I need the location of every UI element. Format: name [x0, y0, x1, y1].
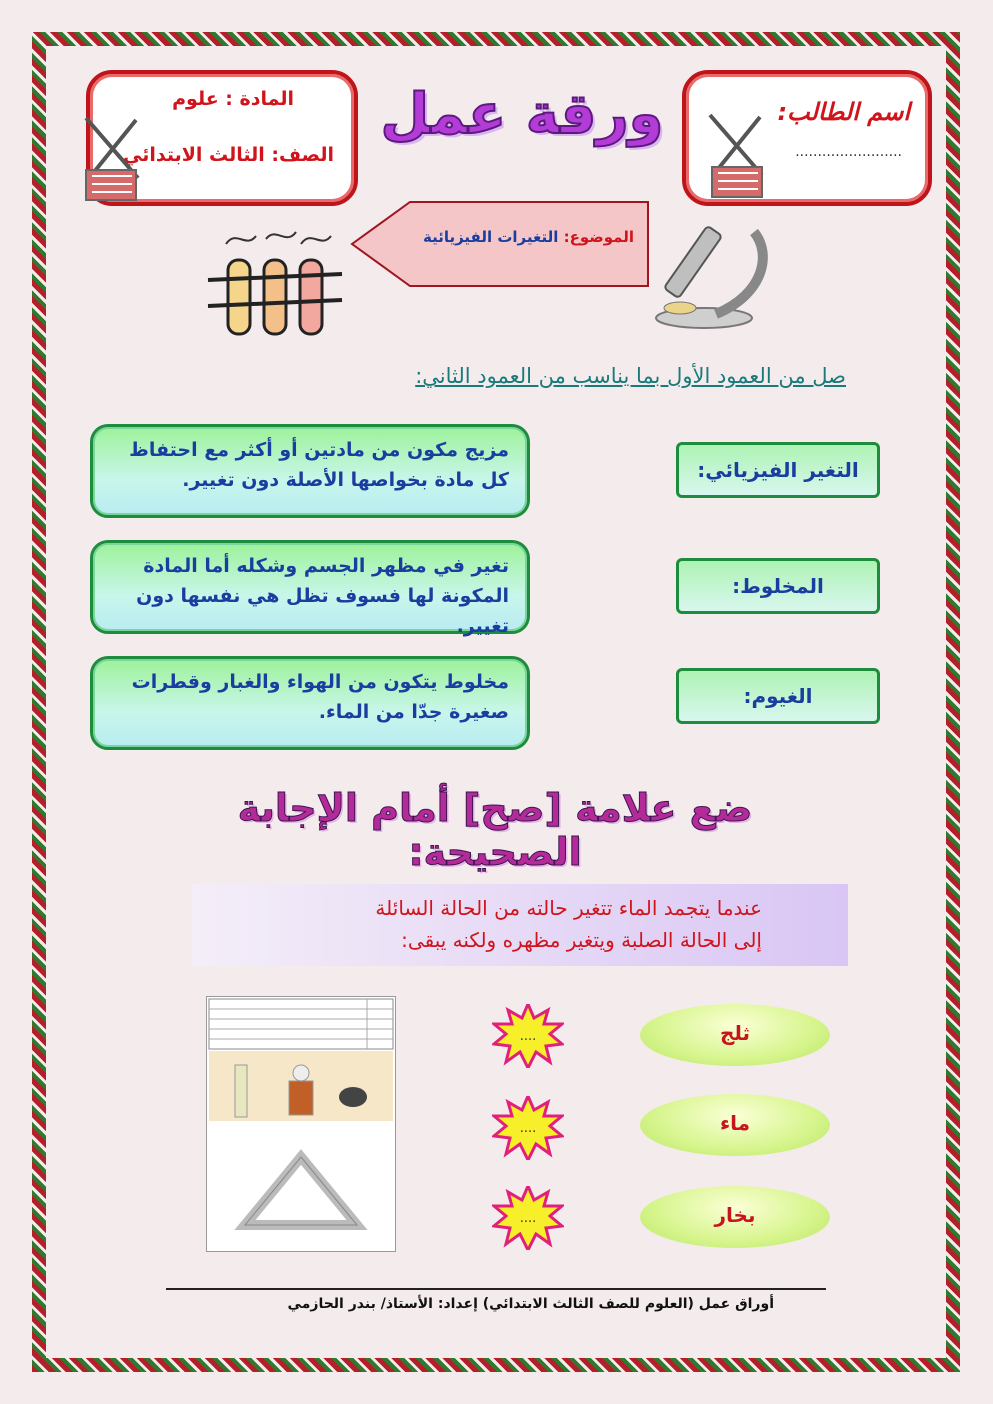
test-tubes-icon: [206, 224, 346, 344]
scissors-icon: [700, 105, 780, 205]
microscope-icon: [644, 214, 784, 334]
answer-mark[interactable]: ....: [519, 1210, 537, 1226]
footer-divider: [166, 1288, 826, 1290]
option-water[interactable]: ماء: [640, 1094, 830, 1156]
term-box[interactable]: التغير الفيزيائي:: [676, 442, 880, 498]
definition-box[interactable]: مزيج مكون من مادتين أو أكثر مع احتفاظ كل مادة بخواصها الأصلة دون تغيير.: [90, 424, 530, 518]
states-of-matter-figure: [206, 996, 396, 1252]
student-name-label: اسم الطالب:: [777, 98, 910, 126]
question-band: [192, 884, 848, 966]
topic-text: [400, 228, 634, 246]
grade-label: الصف: الثالث الابتدائي: [122, 144, 334, 166]
matching-instruction: صل من العمود الأول بما يناسب من العمود الثاني:: [415, 364, 846, 388]
check-heading: ضع علامة [صح] أمام الإجابة الصحيحة:: [237, 786, 753, 874]
subject-label: المادة : علوم: [172, 88, 294, 110]
question-line-1: عندما يتجمد الماء تتغير حالته من الحالة السائلة: [375, 896, 762, 920]
answer-mark[interactable]: ....: [519, 1120, 537, 1136]
topic-label: الموضوع:: [563, 228, 634, 246]
scissors-icon: [76, 108, 156, 208]
term-box[interactable]: الغيوم:: [676, 668, 880, 724]
definition-box[interactable]: تغير في مظهر الجسم وشكله أما المادة المكونة لها فسوف تظل هي نفسها دون تغيير.: [90, 540, 530, 634]
student-name-dots: ........................: [795, 144, 902, 160]
option-snow[interactable]: ثلج: [640, 1004, 830, 1066]
option-steam[interactable]: بخار: [640, 1186, 830, 1248]
topic-value: التغيرات الفيزيائية: [422, 228, 559, 246]
page-title: ورقة عمل: [380, 82, 664, 147]
definition-box[interactable]: مخلوط يتكون من الهواء والغبار وقطرات صغيرة جدّا من الماء.: [90, 656, 530, 750]
term-box[interactable]: المخلوط:: [676, 558, 880, 614]
footer-credit: أوراق عمل (العلوم للصف الثالث الابتدائي) إعداد: الأستاذ/ بندر الحازمي: [287, 1296, 774, 1312]
question-line-2: إلى الحالة الصلبة ويتغير مظهره ولكنه يبقى:: [401, 928, 762, 952]
chemistry-table-image: [207, 997, 395, 1251]
answer-mark[interactable]: ....: [519, 1028, 537, 1044]
